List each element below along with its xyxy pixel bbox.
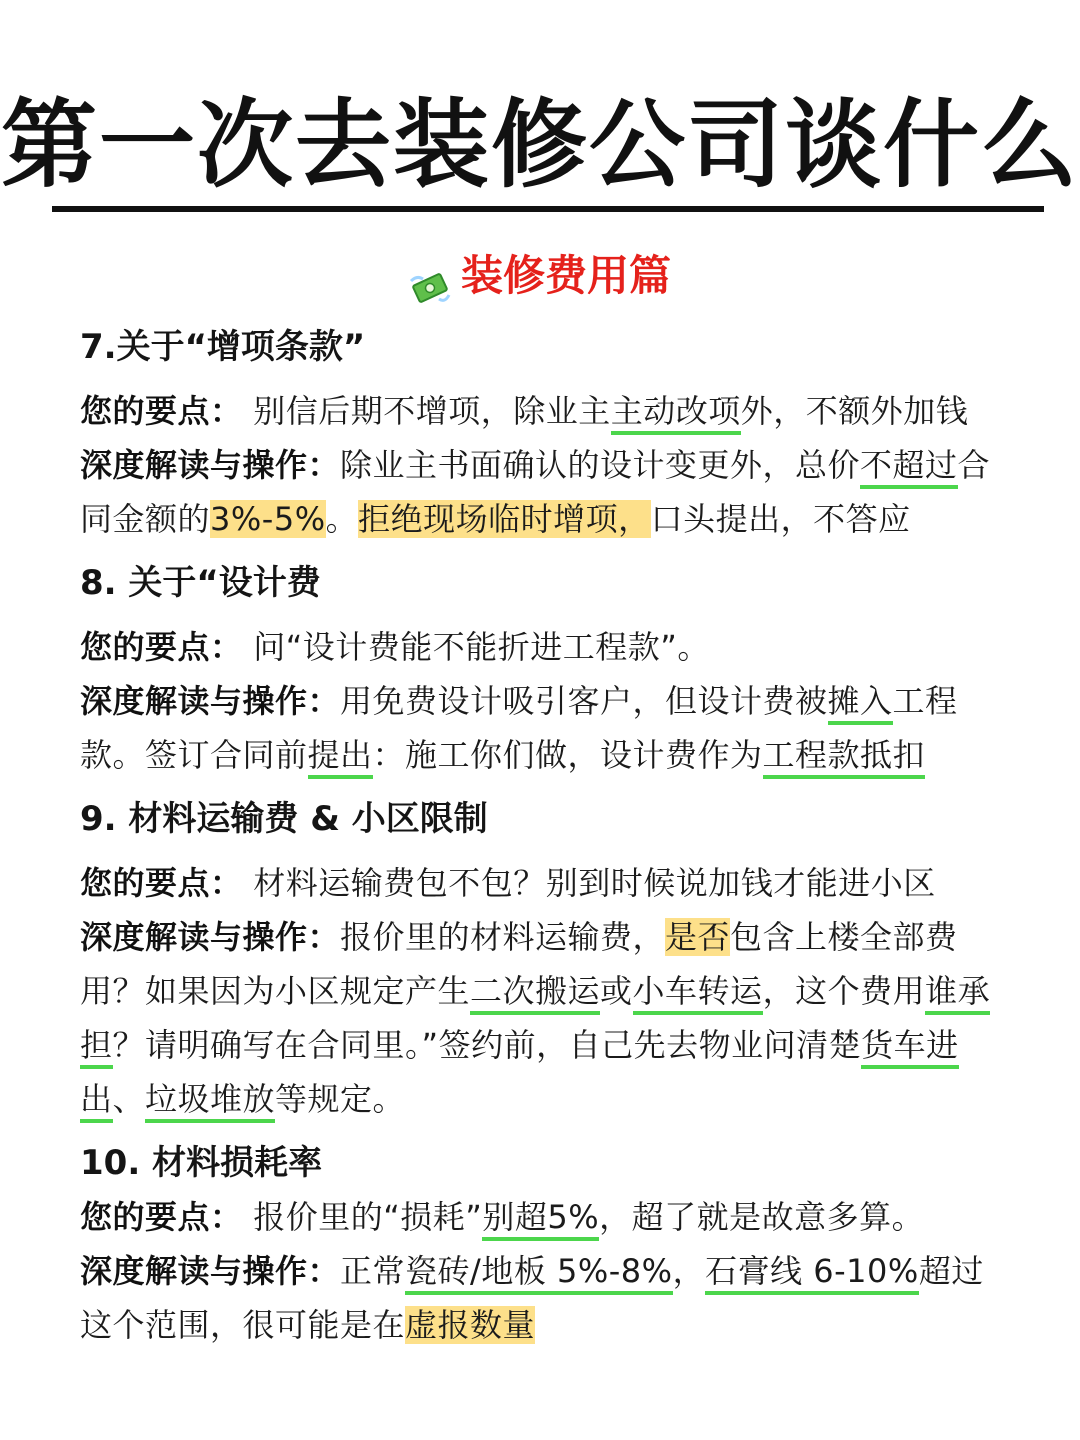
highlighted-text: 虚报数量 — [405, 1306, 536, 1344]
underlined-text: 二次搬运 — [470, 972, 600, 1015]
text-run: 报价里的“损耗” — [253, 1198, 483, 1236]
text-run: 工程款。签订合同前 — [80, 682, 958, 774]
point-label: 您的要点： — [80, 628, 243, 666]
text-run: 超过这个范围，很可能是在 — [80, 1252, 984, 1344]
deep-label: 深度解读与操作： — [80, 1252, 341, 1290]
underlined-text: 垃圾堆放 — [145, 1080, 275, 1123]
section-7-point — [80, 384, 1010, 438]
section-10-deep — [80, 1244, 1010, 1352]
section-7-title: 7.关于“增项条款” — [80, 327, 366, 367]
text-run: ， — [672, 1252, 706, 1290]
text-run: 别信后期不增项，除业主 — [253, 392, 611, 430]
money-with-wings-icon — [409, 261, 451, 291]
text-run: 材料运输费包不包？别到时候说加钱才能进小区 — [253, 864, 936, 902]
section-9-title: 9. 材料运输费 & 小区限制 — [80, 799, 488, 839]
subtitle — [0, 248, 1080, 304]
text-run: 包含上楼全部费用？如果因为小区规定产生 — [80, 918, 958, 1010]
highlighted-text: 是否 — [665, 918, 731, 956]
text-run: 除业主书面确认的设计变更外，总价 — [340, 446, 861, 484]
page-title: 第一次去装修公司谈什么 — [1, 89, 1079, 201]
text-run: 、 — [112, 1080, 146, 1118]
subtitle-text: 装修费用篇 — [460, 251, 671, 300]
text-run: 或 — [600, 972, 633, 1010]
underlined-text: 货车进出 — [80, 1026, 959, 1123]
text-run: 。 — [325, 500, 359, 538]
deep-label: 深度解读与操作： — [80, 446, 341, 484]
section-7-deep — [80, 438, 1010, 546]
section-9-point — [80, 856, 1010, 910]
section-8-deep — [80, 674, 1010, 782]
text-run: 问“设计费能不能折进工程款”。 — [253, 628, 710, 666]
content — [80, 320, 1010, 1352]
underlined-text: 主动改项 — [611, 392, 741, 435]
text-run: 报价里的材料运输费， — [340, 918, 666, 956]
point-label: 您的要点： — [80, 1198, 243, 1236]
section-8-title: 8. 关于“设计费 — [80, 563, 321, 603]
section-10-title: 10. 材料损耗率 — [80, 1143, 323, 1183]
underlined-text: 谁承担 — [80, 972, 990, 1069]
deep-label: 深度解读与操作： — [80, 918, 341, 956]
underlined-text: 提出 — [308, 736, 373, 779]
point-label: 您的要点： — [80, 392, 243, 430]
text-run: ，超了就是故意多算。 — [599, 1198, 925, 1236]
underlined-text: 别超5% — [482, 1198, 599, 1241]
text-run: ：施工你们做，设计费作为 — [372, 736, 763, 774]
section-8-point — [80, 620, 1010, 674]
highlighted-text: 拒绝现场临时增项， — [358, 500, 651, 538]
underlined-text: 小车转运 — [633, 972, 763, 1015]
text-run: ，这个费用 — [762, 972, 926, 1010]
deep-label: 深度解读与操作： — [80, 682, 341, 720]
text-run: 用免费设计吸引客户，但设计费被 — [340, 682, 828, 720]
underlined-text: 石膏线 6-10% — [705, 1252, 919, 1295]
text-run: 外，不额外加钱 — [740, 392, 969, 430]
underlined-text: 不超过 — [860, 446, 958, 489]
text-run: 口头提出，不答应 — [650, 500, 911, 538]
point-label: 您的要点： — [80, 864, 243, 902]
title-divider — [52, 206, 1044, 212]
text-run: ？请明确写在合同里。”签约前，自己先去物业问清楚 — [112, 1026, 862, 1064]
underlined-text: 工程款抵扣 — [763, 736, 926, 779]
section-10-point — [80, 1190, 1010, 1244]
text-run: 等规定。 — [275, 1080, 406, 1118]
highlighted-text: 3%-5% — [210, 500, 326, 538]
underlined-text: 摊入 — [828, 682, 893, 725]
section-9-deep — [80, 910, 1010, 1126]
text-run: 正常 — [340, 1252, 406, 1290]
underlined-text: 瓷砖/地板 5%-8% — [405, 1252, 673, 1295]
text-run: 合同金额的 — [80, 446, 991, 538]
